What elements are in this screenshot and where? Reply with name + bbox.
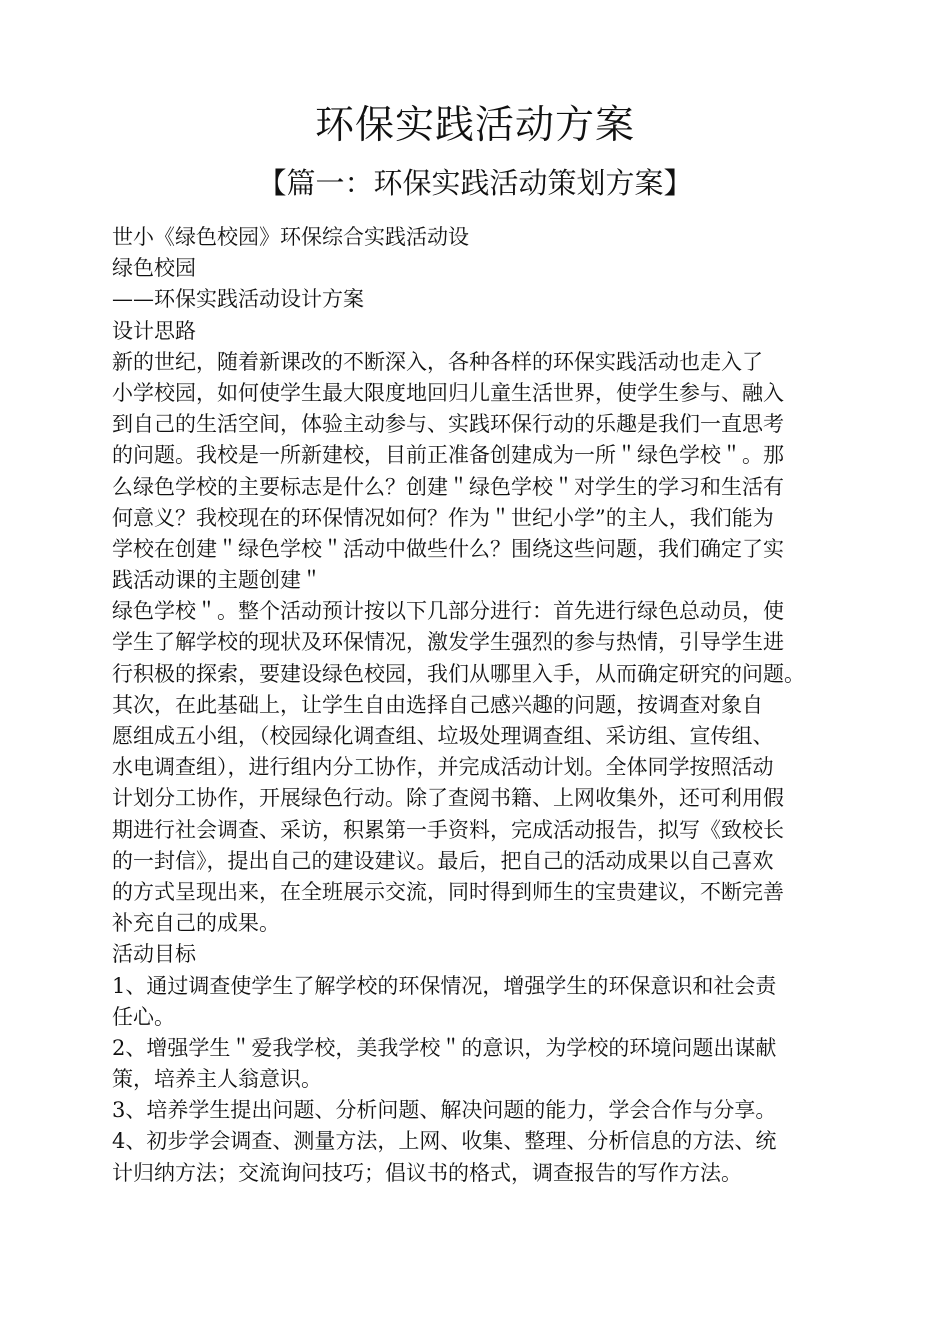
body-line: 计归纳方法；交流询问技巧；倡议书的格式，调查报告的写作方法。 <box>112 1160 742 1185</box>
body-line: 行积极的探索，要建设绿色校园，我们从哪里入手，从而确定研究的问题。 <box>112 661 805 686</box>
body-line: 3、培养学生提出问题、分析问题、解决问题的能力，学会合作与分享。 <box>112 1098 777 1123</box>
body-line: 补充自己的成果。 <box>112 911 280 936</box>
body-line: 到自己的生活空间，体验主动参与、实践环保行动的乐趣是我们一直思考 <box>112 412 784 437</box>
body-line: 绿色校园 <box>112 256 196 281</box>
body-line: 学生了解学校的现状及环保情况，激发学生强烈的参与热情，引导学生进 <box>112 630 784 655</box>
body-line: 世小《绿色校园》环保综合实践活动设 <box>112 225 469 249</box>
body-line: 其次，在此基础上，让学生自由选择自己感兴趣的问题，按调查对象自 <box>112 692 763 717</box>
body-line: 设计思路 <box>112 318 196 343</box>
body-line: 么绿色学校的主要标志是什么？创建＂绿色学校＂对学生的学习和生活有 <box>112 474 784 499</box>
body-line: 4、初步学会调查、测量方法，上网、收集、整理、分析信息的方法、统 <box>112 1129 777 1154</box>
body-line: 的方式呈现出来，在全班展示交流，同时得到师生的宝贵建议，不断完善 <box>112 879 784 904</box>
body-line: 计划分工协作，开展绿色行动。除了查阅书籍、上网收集外，还可利用假 <box>112 786 784 811</box>
body-line: 学校在创建＂绿色学校＂活动中做些什么？围绕这些问题，我们确定了实 <box>112 536 784 561</box>
body-line: 的一封信》，提出自己的建设建议。最后，把自己的活动成果以自己喜欢 <box>112 848 774 873</box>
body-line: 期进行社会调查、采访，积累第一手资料，完成活动报告，拟写《致校长 <box>112 817 784 842</box>
body-line: 新的世纪，随着新课改的不断深入，各种各样的环保实践活动也走入了 <box>112 349 763 374</box>
body-line: 水电调查组），进行组内分工协作，并完成活动计划。全体同学按照活动 <box>112 755 774 780</box>
body-line: 活动目标 <box>112 942 196 967</box>
body-line: 2、增强学生＂爱我学校，美我学校＂的意识，为学校的环境问题出谋献 <box>112 1035 777 1060</box>
body-line: 的问题。我校是一所新建校，目前正准备创建成为一所＂绿色学校＂。那 <box>112 443 784 468</box>
document-body <box>112 222 872 1189</box>
document-title: 环保实践活动方案 <box>314 103 635 148</box>
body-line: 践活动课的主题创建＂ <box>112 568 322 593</box>
body-line: 小学校园，如何使学生最大限度地回归儿童生活世界，使学生参与、融入 <box>112 380 784 405</box>
body-line: ——环保实践活动设计方案 <box>112 287 364 312</box>
body-line: 任心。 <box>112 1004 175 1029</box>
body-line: 1、通过调查使学生了解学校的环保情况，增强学生的环保意识和社会责 <box>112 973 777 998</box>
body-line: 何意义？我校现在的环保情况如何？作为＂世纪小学”的主人，我们能为 <box>112 505 774 530</box>
body-line: 策，培养主人翁意识。 <box>112 1067 322 1092</box>
body-line: 愿组成五小组，（校园绿化调查组、垃圾处理调查组、采访组、宣传组、 <box>112 724 774 748</box>
document-subtitle: 【篇一：环保实践活动策划方案】 <box>257 166 693 200</box>
body-line: 绿色学校＂。整个活动预计按以下几部分进行：首先进行绿色总动员，使 <box>112 599 784 624</box>
